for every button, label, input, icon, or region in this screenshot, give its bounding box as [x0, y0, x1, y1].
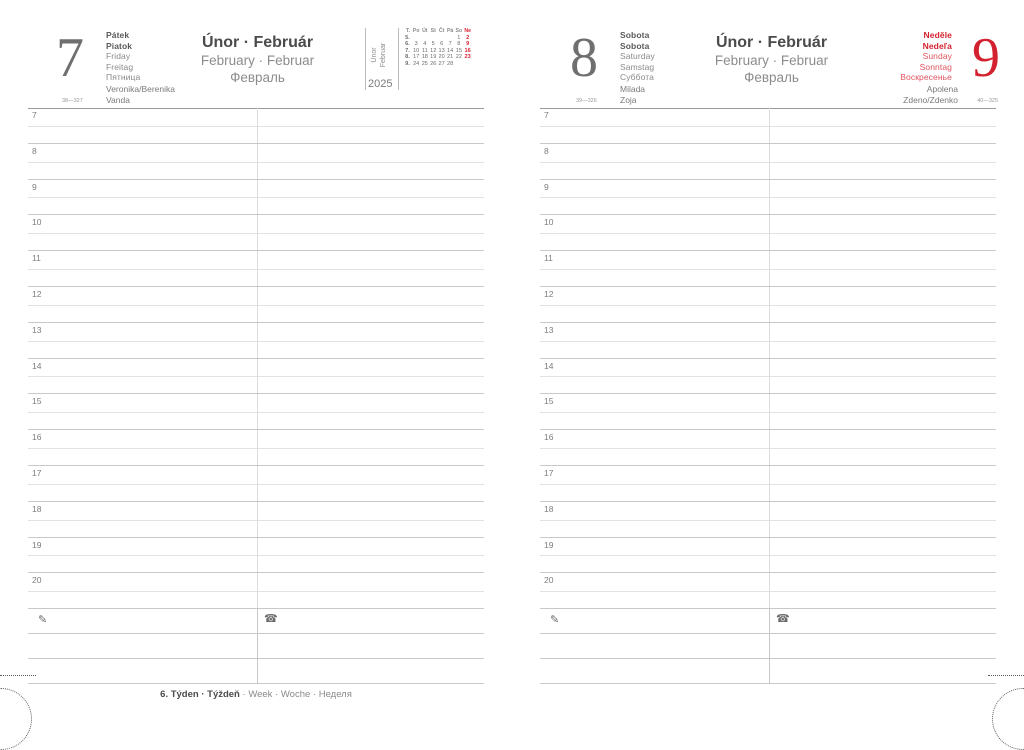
half-hour-rule	[540, 305, 996, 306]
saturday-day-name-sk: Sobota	[620, 40, 650, 51]
right-page-header	[512, 0, 1024, 108]
left-month-de: February · Februar	[200, 53, 315, 68]
left-month-cs: Únor · Február	[201, 34, 314, 51]
half-hour-rule	[28, 376, 484, 377]
mini-week-number: 6.	[405, 41, 410, 48]
notes-divider	[769, 609, 770, 633]
hour-label: 20	[32, 575, 42, 586]
hour-label: 18	[544, 503, 554, 514]
mini-day: 20	[438, 54, 445, 61]
left-vertical-month-cs: Únor	[371, 47, 378, 63]
hour-label: 10	[544, 217, 554, 228]
mini-day: 25	[421, 60, 428, 67]
hour-row[interactable]	[28, 573, 484, 609]
hour-row[interactable]	[28, 144, 484, 180]
hour-label: 11	[32, 253, 41, 264]
hour-label: 17	[544, 467, 554, 478]
hour-row[interactable]	[28, 538, 484, 574]
hour-row[interactable]	[28, 180, 484, 216]
half-hour-rule	[540, 412, 996, 413]
hour-label: 10	[32, 217, 42, 228]
hour-label: 19	[32, 539, 42, 550]
half-hour-rule	[28, 555, 484, 556]
notes-row[interactable]	[28, 634, 484, 659]
hour-row[interactable]	[540, 287, 996, 323]
left-day-name-sk: Piatok	[106, 40, 133, 51]
hour-row[interactable]	[540, 466, 996, 502]
right-month-block	[694, 33, 849, 87]
half-hour-rule	[28, 162, 484, 163]
mini-day	[463, 61, 472, 68]
right-page	[512, 0, 1024, 734]
mini-calendar-row	[404, 41, 472, 48]
saturday-day-name-ru: Суббота	[620, 72, 654, 83]
sunday-name-days	[903, 84, 958, 106]
mini-day: 8	[457, 41, 461, 48]
mini-day: 11	[421, 47, 428, 54]
half-hour-rule	[540, 591, 996, 592]
right-corner-dotline	[988, 675, 1024, 676]
left-day-code: 38—327	[62, 98, 83, 104]
sunday-day-names	[900, 30, 952, 83]
hour-label: 19	[544, 539, 554, 550]
mini-day: 24	[413, 60, 420, 67]
hour-label: 14	[544, 360, 554, 371]
sunday-day-number: 9	[972, 27, 1000, 89]
hour-label: 8	[32, 145, 37, 156]
hour-row[interactable]	[540, 538, 996, 574]
mini-calendar-row	[404, 48, 472, 55]
hour-label: 9	[32, 181, 37, 192]
hour-label: 16	[32, 432, 42, 443]
mini-week-number: 9.	[405, 60, 410, 67]
left-page-header	[0, 0, 512, 108]
sunday-day-name-cs: Neděle	[923, 30, 952, 40]
notes-divider	[257, 634, 258, 658]
right-month-ru: Февраль	[744, 69, 799, 85]
hour-row[interactable]	[28, 394, 484, 430]
right-hour-grid[interactable]	[540, 108, 996, 609]
half-hour-rule	[28, 484, 484, 485]
sunday-day-name-ru: Воскресенье	[900, 72, 952, 83]
hour-row[interactable]	[540, 108, 996, 144]
left-year: 2025	[368, 78, 393, 90]
notes-row[interactable]	[540, 659, 996, 684]
mini-col-th: Čt	[438, 28, 445, 34]
pencil-icon: ✎	[38, 614, 48, 627]
mini-day: 21	[447, 54, 454, 61]
left-month-ru: Февраль	[230, 69, 285, 85]
saturday-day-names	[620, 30, 655, 83]
left-vertical-month-de: Februar	[380, 42, 387, 68]
hour-row[interactable]	[540, 180, 996, 216]
half-hour-rule	[28, 341, 484, 342]
notes-divider	[769, 659, 770, 683]
hour-row[interactable]	[540, 323, 996, 359]
sunday-name-day-sk: Zdeno/Zdenko	[903, 95, 958, 105]
notes-row[interactable]	[28, 659, 484, 684]
hour-row[interactable]	[28, 502, 484, 538]
mini-day	[454, 61, 463, 68]
hour-label: 7	[544, 110, 549, 120]
left-header-divider-2	[398, 28, 399, 90]
left-page	[0, 0, 512, 734]
mini-col-week: T.	[405, 28, 410, 34]
left-day-name-de: Freitag	[106, 61, 134, 72]
notes-row[interactable]	[540, 634, 996, 659]
half-hour-rule	[28, 197, 484, 198]
hour-label: 17	[32, 467, 42, 478]
hour-row[interactable]	[540, 251, 996, 287]
left-header-divider-1	[365, 28, 366, 90]
mini-day: 28	[447, 60, 454, 67]
hour-row[interactable]	[28, 323, 484, 359]
half-hour-rule	[540, 520, 996, 521]
hour-row[interactable]	[28, 251, 484, 287]
half-hour-rule	[28, 305, 484, 306]
left-day-name-ru: Пятница	[106, 72, 141, 83]
hour-row[interactable]	[28, 466, 484, 502]
left-name-days	[106, 84, 175, 106]
half-hour-rule	[28, 412, 484, 413]
hour-label: 16	[544, 432, 554, 443]
mini-week-number: 7.	[405, 47, 410, 54]
mini-day	[429, 35, 437, 42]
mini-day: 12	[430, 47, 437, 54]
mini-calendar-row	[404, 35, 472, 42]
mini-day: 16	[464, 47, 471, 54]
mini-day: 18	[421, 54, 428, 61]
mini-day: 5	[431, 41, 435, 48]
half-hour-rule	[540, 376, 996, 377]
hour-label: 11	[544, 253, 553, 264]
mini-day: 4	[423, 41, 427, 48]
right-month-de: February · Februar	[714, 53, 829, 68]
half-hour-rule	[28, 591, 484, 592]
mini-day	[446, 35, 455, 42]
sunday-day-name-en: Sunday	[922, 51, 952, 62]
hour-label: 7	[32, 110, 37, 120]
mini-day: 17	[413, 54, 420, 61]
mini-day: 1	[457, 34, 461, 41]
half-hour-rule	[28, 269, 484, 270]
right-notes-area[interactable]	[540, 609, 996, 684]
half-hour-rule	[540, 555, 996, 556]
hour-label: 15	[32, 396, 42, 407]
hour-label: 13	[544, 324, 554, 335]
hour-row[interactable]	[28, 359, 484, 395]
hour-row[interactable]	[28, 215, 484, 251]
mini-day: 23	[464, 54, 471, 61]
mini-day: 6	[440, 41, 444, 48]
half-hour-rule	[540, 448, 996, 449]
left-vertical-month	[370, 28, 388, 82]
hour-label: 12	[32, 288, 42, 299]
mini-day: 2	[466, 34, 470, 41]
hour-label: 14	[32, 360, 42, 371]
saturday-day-name-en: Saturday	[620, 51, 655, 62]
mini-day: 19	[430, 54, 437, 61]
left-hour-grid[interactable]	[28, 108, 484, 609]
notes-divider	[769, 634, 770, 658]
half-hour-rule	[28, 126, 484, 127]
mini-col-mo: Po	[412, 28, 420, 34]
saturday-name-day-cs: Milada	[620, 84, 646, 94]
left-corner-dotline	[0, 675, 36, 676]
half-hour-rule	[540, 233, 996, 234]
mini-day: 14	[447, 47, 454, 54]
hour-label: 15	[544, 396, 554, 407]
hour-label: 9	[544, 181, 549, 192]
mini-day: 15	[455, 47, 462, 54]
hour-row[interactable]	[540, 144, 996, 180]
left-name-day-cs: Veronika/Berenika	[106, 84, 175, 94]
pencil-icon: ✎	[550, 614, 560, 627]
hour-label: 18	[32, 503, 42, 514]
hour-label: 13	[32, 324, 42, 335]
half-hour-rule	[28, 520, 484, 521]
mini-day: 22	[455, 54, 462, 61]
hour-row[interactable]	[540, 215, 996, 251]
mini-day: 7	[448, 41, 452, 48]
week-footer	[0, 689, 512, 700]
hour-row[interactable]	[540, 573, 996, 609]
left-day-number: 7	[56, 27, 84, 89]
right-month-cs: Únor · Február	[715, 34, 828, 51]
half-hour-rule	[540, 126, 996, 127]
left-day-name-cs: Pátek	[106, 30, 130, 40]
mini-col-we: St	[430, 28, 436, 34]
mini-day	[412, 35, 421, 42]
half-hour-rule	[28, 233, 484, 234]
sunday-day-name-de: Sonntag	[919, 61, 952, 72]
mini-day: 13	[438, 47, 445, 54]
mini-calendar	[404, 28, 472, 68]
half-hour-rule	[540, 269, 996, 270]
half-hour-rule	[28, 448, 484, 449]
left-notes-area[interactable]	[28, 609, 484, 684]
mini-col-tu: Út	[422, 28, 428, 34]
half-hour-rule	[540, 484, 996, 485]
half-hour-rule	[540, 162, 996, 163]
hour-row[interactable]	[28, 430, 484, 466]
mini-calendar-header-row	[404, 28, 472, 35]
hour-row[interactable]	[540, 359, 996, 395]
mini-week-number: 5.	[405, 34, 410, 41]
mini-week-number: 8.	[405, 54, 410, 61]
mini-day: 3	[414, 41, 418, 48]
left-month-block	[180, 33, 335, 87]
mini-calendar-row	[404, 54, 472, 61]
hour-label: 12	[544, 288, 554, 299]
half-hour-rule	[540, 197, 996, 198]
mini-day	[421, 35, 429, 42]
phone-icon: ☎	[776, 613, 790, 626]
notes-row-icons[interactable]	[28, 609, 484, 634]
saturday-day-code: 39—326	[576, 98, 597, 104]
notes-divider	[257, 659, 258, 683]
left-name-day-sk: Vanda	[106, 95, 130, 105]
left-day-names	[106, 30, 140, 83]
hour-row[interactable]	[28, 287, 484, 323]
right-corner-arc	[992, 688, 1024, 750]
mini-day	[437, 35, 445, 42]
sunday-day-code: 40—325	[977, 98, 998, 104]
half-hour-rule	[540, 341, 996, 342]
sunday-day-name-sk: Nedeľa	[922, 40, 952, 51]
hour-row[interactable]	[540, 502, 996, 538]
phone-icon: ☎	[264, 613, 278, 626]
saturday-name-day-sk: Zoja	[620, 95, 637, 105]
saturday-day-name-de: Samstag	[620, 61, 655, 72]
mini-day: 27	[438, 60, 445, 67]
week-footer-number: 6. Týden · Týždeň	[160, 689, 240, 700]
week-footer-langs: · Week · Woche · Неделя	[239, 689, 352, 700]
sunday-name-day-cs: Apolena	[926, 84, 958, 94]
saturday-day-number: 8	[570, 27, 598, 89]
hour-label: 20	[544, 575, 554, 586]
mini-col-su: Ne	[464, 28, 471, 34]
mini-day: 26	[430, 60, 437, 67]
mini-day: 9	[466, 41, 470, 48]
saturday-name-days	[620, 84, 645, 106]
notes-divider	[257, 609, 258, 633]
hour-row[interactable]	[540, 394, 996, 430]
mini-col-fr: Pá	[446, 28, 454, 34]
mini-calendar-row	[404, 61, 472, 68]
saturday-day-name-cs: Sobota	[620, 30, 650, 40]
hour-row[interactable]	[540, 430, 996, 466]
left-day-name-en: Friday	[106, 51, 131, 62]
hour-label: 8	[544, 145, 549, 156]
mini-day: 10	[413, 47, 420, 54]
hour-row[interactable]	[28, 108, 484, 144]
mini-col-sa: So	[455, 28, 463, 34]
notes-row-icons[interactable]	[540, 609, 996, 634]
